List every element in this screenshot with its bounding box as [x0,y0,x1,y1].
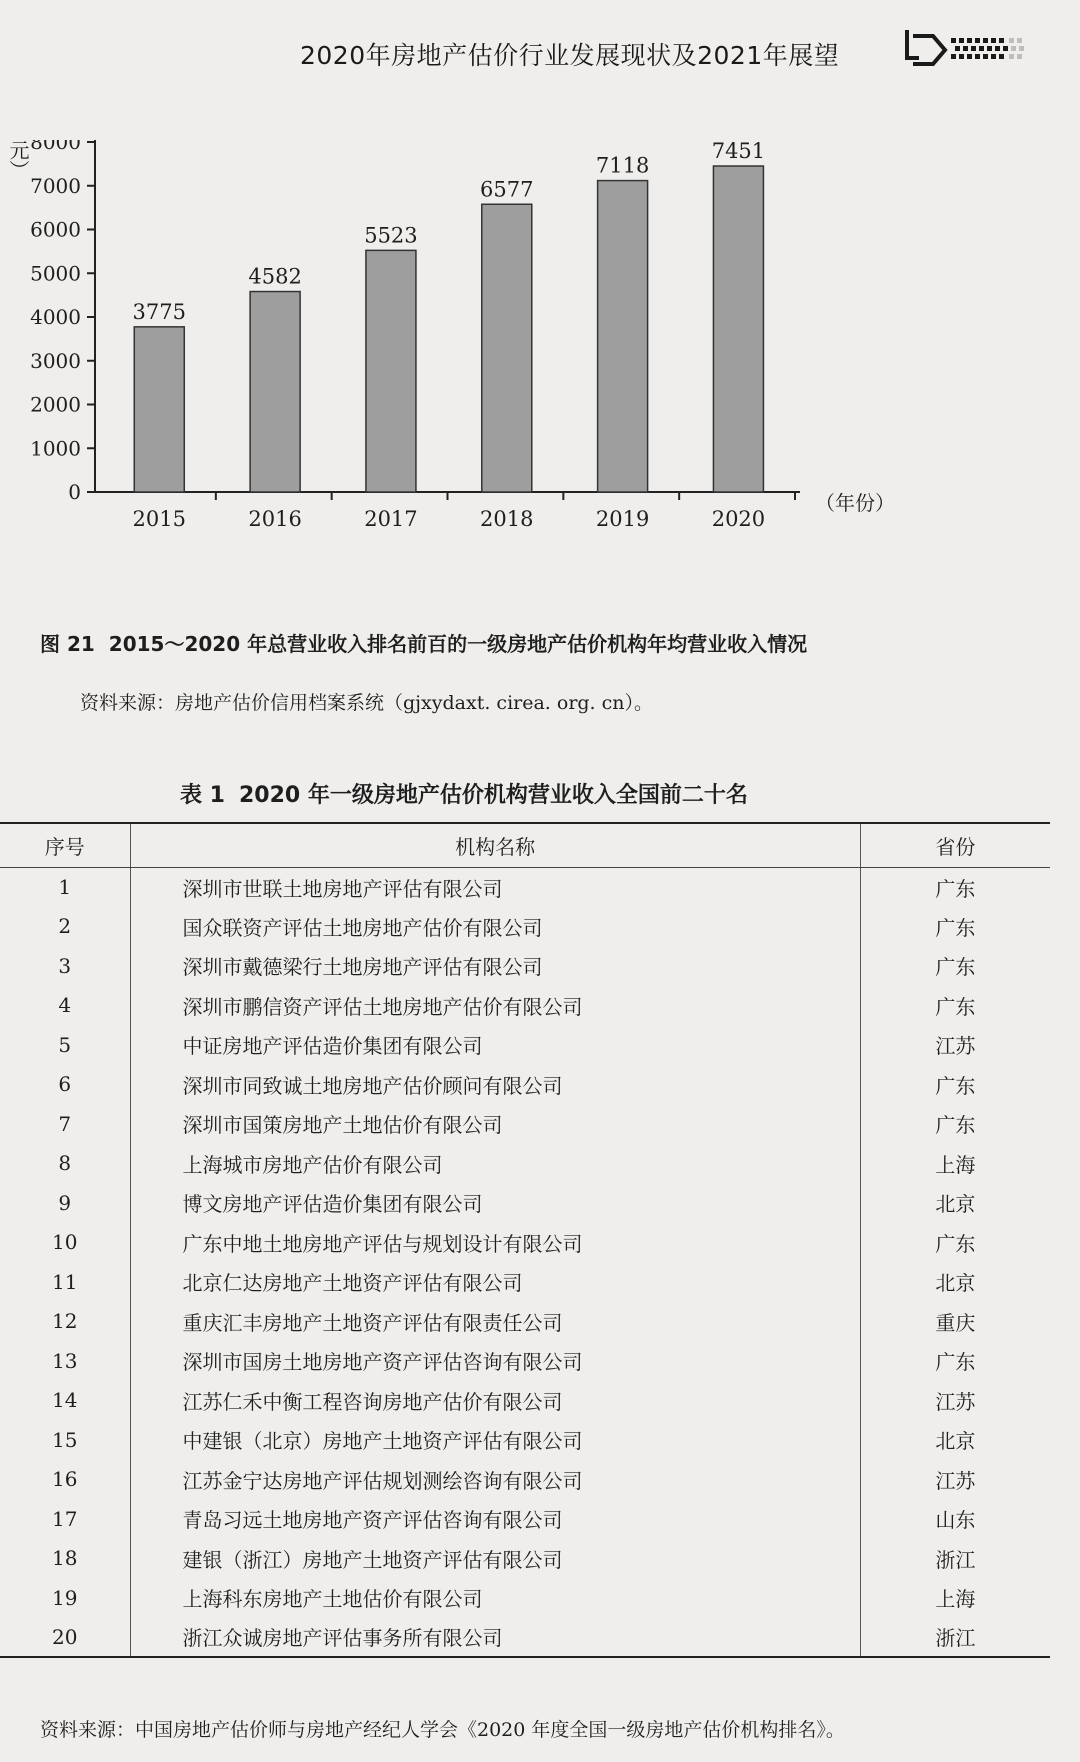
row-org-name: 深圳市戴德梁行土地房地产评估有限公司 [130,946,860,986]
row-org-name: 上海科东房地产土地估价有限公司 [130,1578,860,1618]
table-title [180,778,1040,809]
table-row [0,1618,1050,1658]
table-source-note: 资料来源：中国房地产估价师与房地产经纪人学会《2020 年度全国一级房地产估价机构排名》。 [40,1719,845,1741]
bar-2016 [250,292,300,492]
row-province: 江苏 [935,1034,976,1059]
running-header-title: 2020年房地产估价行业发展现状及2021年展望 [300,41,840,70]
row-province: 广东 [935,1113,976,1138]
y-tick-label: 2000 [30,392,81,417]
row-index: 18 [0,1539,130,1579]
bar-chart [0,140,1080,610]
table-header-row [0,823,1050,867]
row-index: 9 [0,1183,130,1223]
header-province: 省份 [860,823,1050,867]
row-org-name: 青岛习远土地房地产资产评估咨询有限公司 [130,1499,860,1539]
chart-svg [0,140,1080,610]
figure-source-note: 资料来源：房地产估价信用档案系统（gjxydaxt. cirea. org. cn）。 [80,692,654,714]
figure-title: 2015～2020 年总营业收入排名前百的一级房地产估价机构年均营业收入情况 [108,632,808,656]
row-province: 广东 [935,1073,976,1098]
figure-number: 图 21 [40,632,95,656]
table-row [0,1341,1050,1381]
row-index: 11 [0,1262,130,1302]
row-province: 广东 [935,994,976,1019]
row-province: 广东 [935,1350,976,1375]
table-row [0,1183,1050,1223]
row-org-name: 国众联资产评估土地房地产估价有限公司 [130,907,860,947]
row-province: 北京 [935,1192,976,1217]
y-tick-label: 6000 [30,217,81,242]
row-province: 重庆 [935,1310,976,1335]
table-row [0,1381,1050,1421]
x-tick-label: 2017 [364,507,418,531]
row-index: 3 [0,946,130,986]
table-row [0,867,1050,907]
row-org-name: 江苏金宁达房地产评估规划测绘咨询有限公司 [130,1460,860,1500]
row-province: 广东 [935,876,976,901]
row-index: 1 [0,867,130,907]
bar-2017 [366,250,416,492]
row-org-name: 深圳市国房土地房地产资产评估咨询有限公司 [130,1341,860,1381]
row-province: 浙江 [860,1618,1050,1658]
row-org-name: 中证房地产评估造价集团有限公司 [130,1025,860,1065]
header-name: 机构名称 [130,823,860,867]
row-org-name: 广东中地土地房地产评估与规划设计有限公司 [130,1223,860,1263]
y-tick-label: 1000 [30,436,81,461]
row-org-name: 博文房地产评估造价集团有限公司 [130,1183,860,1223]
x-tick-label: 2018 [480,507,534,531]
row-index: 5 [0,1025,130,1065]
row-index: 14 [0,1381,130,1421]
x-tick-label: 2020 [711,507,766,531]
table-row [0,946,1050,986]
row-org-name: 中建银（北京）房地产土地资产评估有限公司 [130,1420,860,1460]
table-row [0,907,1050,947]
bar-value-label: 5523 [364,223,418,248]
row-province: 广东 [935,915,976,940]
row-index: 10 [0,1223,130,1263]
y-tick-label: 5000 [30,261,81,286]
x-tick-label: 2015 [132,507,186,531]
row-index: 8 [0,1144,130,1184]
x-axis-label: （年份） [815,491,895,515]
table-row [0,1025,1050,1065]
bar-value-label: 6577 [480,177,534,202]
bar-value-label: 3775 [132,299,186,324]
bar-2019 [598,181,648,492]
row-index: 12 [0,1302,130,1342]
table-row [0,1302,1050,1342]
table-number: 表 1 [180,783,225,808]
row-province: 山东 [935,1508,976,1533]
table-row [0,1460,1050,1500]
bar-2018 [482,204,532,492]
row-org-name: 深圳市世联土地房地产评估有限公司 [130,867,860,907]
row-org-name: 建银（浙江）房地产土地资产评估有限公司 [130,1539,860,1579]
row-org-name: 浙江众诚房地产评估事务所有限公司 [130,1618,860,1658]
row-index: 15 [0,1420,130,1460]
row-org-name: 重庆汇丰房地产土地资产评估有限责任公司 [130,1302,860,1342]
table-row [0,1578,1050,1618]
row-index: 6 [0,1065,130,1105]
table-row [0,1499,1050,1539]
row-index: 17 [0,1499,130,1539]
table-row [0,1539,1050,1579]
row-org-name: 江苏仁禾中衡工程咨询房地产估价有限公司 [130,1381,860,1421]
row-province: 上海 [935,1152,976,1177]
row-province: 广东 [935,955,976,980]
table-body [0,867,1050,1657]
y-tick-label: 8000 [30,140,81,154]
row-org-name: 深圳市国策房地产土地估价有限公司 [130,1104,860,1144]
row-province: 北京 [935,1271,976,1296]
header-index: 序号 [0,823,130,867]
row-province: 北京 [935,1429,976,1454]
x-tick-label: 2019 [595,507,650,531]
bar-value-label: 7451 [711,140,766,164]
x-tick-label: 2016 [248,507,302,531]
table-row [0,986,1050,1026]
row-org-name: 北京仁达房地产土地资产评估有限公司 [130,1262,860,1302]
row-index: 4 [0,986,130,1026]
row-province: 浙江 [935,1547,976,1572]
bar-value-label: 4582 [248,264,302,289]
row-province: 江苏 [935,1389,976,1414]
bar-2020 [713,166,763,492]
row-index: 13 [0,1341,130,1381]
table-row [0,1420,1050,1460]
row-org-name: 深圳市同致诚土地房地产估价顾问有限公司 [130,1065,860,1105]
row-province: 江苏 [935,1468,976,1493]
bar-value-label: 7118 [595,153,650,178]
table-row [0,1144,1050,1184]
row-index: 7 [0,1104,130,1144]
row-index: 20 [0,1618,130,1658]
y-tick-label: 4000 [30,305,81,329]
table-row [0,1223,1050,1263]
y-axis-label [6,140,30,180]
y-tick-label: 3000 [30,348,81,373]
table-title-text: 2020 年一级房地产估价机构营业收入全国前二十名 [238,783,748,808]
y-tick-label: 7000 [30,173,81,198]
ranking-table [0,822,1050,1658]
table-row [0,1262,1050,1302]
y-tick-label: 0 [68,480,81,504]
y-axis-label-text: （万元） [6,140,30,180]
bar-2015 [134,327,184,492]
row-index: 16 [0,1460,130,1500]
table-row [0,1065,1050,1105]
row-province: 上海 [935,1587,976,1612]
row-org-name: 深圳市鹏信资产评估土地房地产估价有限公司 [130,986,860,1026]
table-row [0,1104,1050,1144]
row-province: 广东 [935,1231,976,1256]
figure-caption [40,628,1060,657]
row-index: 2 [0,907,130,947]
row-org-name: 上海城市房地产估价有限公司 [130,1144,860,1184]
row-index: 19 [0,1578,130,1618]
header-logo [905,28,1045,72]
